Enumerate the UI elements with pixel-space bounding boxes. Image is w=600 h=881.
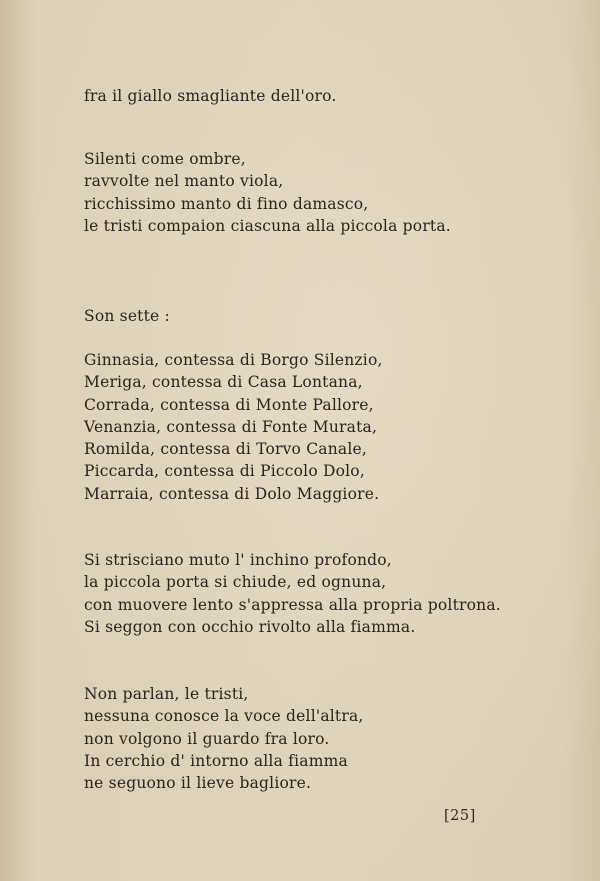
stanza-5 xyxy=(84,549,501,638)
stanza-4 xyxy=(84,349,383,505)
verse-line: ravvolte nel manto viola, xyxy=(84,172,284,191)
verse-line: Venanzia, contessa di Fonte Murata, xyxy=(84,417,378,436)
verse-line: In cerchio d' intorno alla fiamma xyxy=(84,751,348,770)
verse-line: Piccarda, contessa di Piccolo Dolo, xyxy=(84,462,365,481)
verse-line: Ginnasia, contessa di Borgo Silenzio, xyxy=(84,351,383,369)
verse-line: con muovere lento s'appressa alla propria poltrona. xyxy=(84,595,501,614)
verse-line: nessuna conosce la voce dell'altra, xyxy=(84,707,364,726)
verse-line: le tristi compaion ciascuna alla piccola porta. xyxy=(84,216,451,235)
stanza-6 xyxy=(84,683,364,794)
stanza-3 xyxy=(84,305,170,327)
verse-line: ricchissimo manto di fino damasco, xyxy=(84,194,369,213)
stanza-2 xyxy=(84,148,451,237)
verse-line: Romilda, contessa di Torvo Canale, xyxy=(84,440,367,459)
verse-line: non volgono il guardo fra loro. xyxy=(84,729,330,748)
stanza-1 xyxy=(84,85,337,107)
verse-line: Marraia, contessa di Dolo Maggiore. xyxy=(84,484,380,503)
page-number: [25] xyxy=(444,808,476,824)
verse-line: Meriga, contessa di Casa Lontana, xyxy=(84,373,363,392)
verse-line: Son sette : xyxy=(84,307,170,325)
verse-line: Silenti come ombre, xyxy=(84,150,246,168)
verse-line: Non parlan, le tristi, xyxy=(84,685,249,703)
verse-line: fra il giallo smagliante dell'oro. xyxy=(84,87,337,105)
verse-line: ne seguono il lieve bagliore. xyxy=(84,774,312,793)
verse-line: la piccola porta si chiude, ed ognuna, xyxy=(84,573,387,592)
verse-line: Corrada, contessa di Monte Pallore, xyxy=(84,395,374,414)
verse-line: Si seggon con occhio rivolto alla fiamma. xyxy=(84,617,416,636)
verse-line: Si strisciano muto l' inchino profondo, xyxy=(84,551,392,569)
